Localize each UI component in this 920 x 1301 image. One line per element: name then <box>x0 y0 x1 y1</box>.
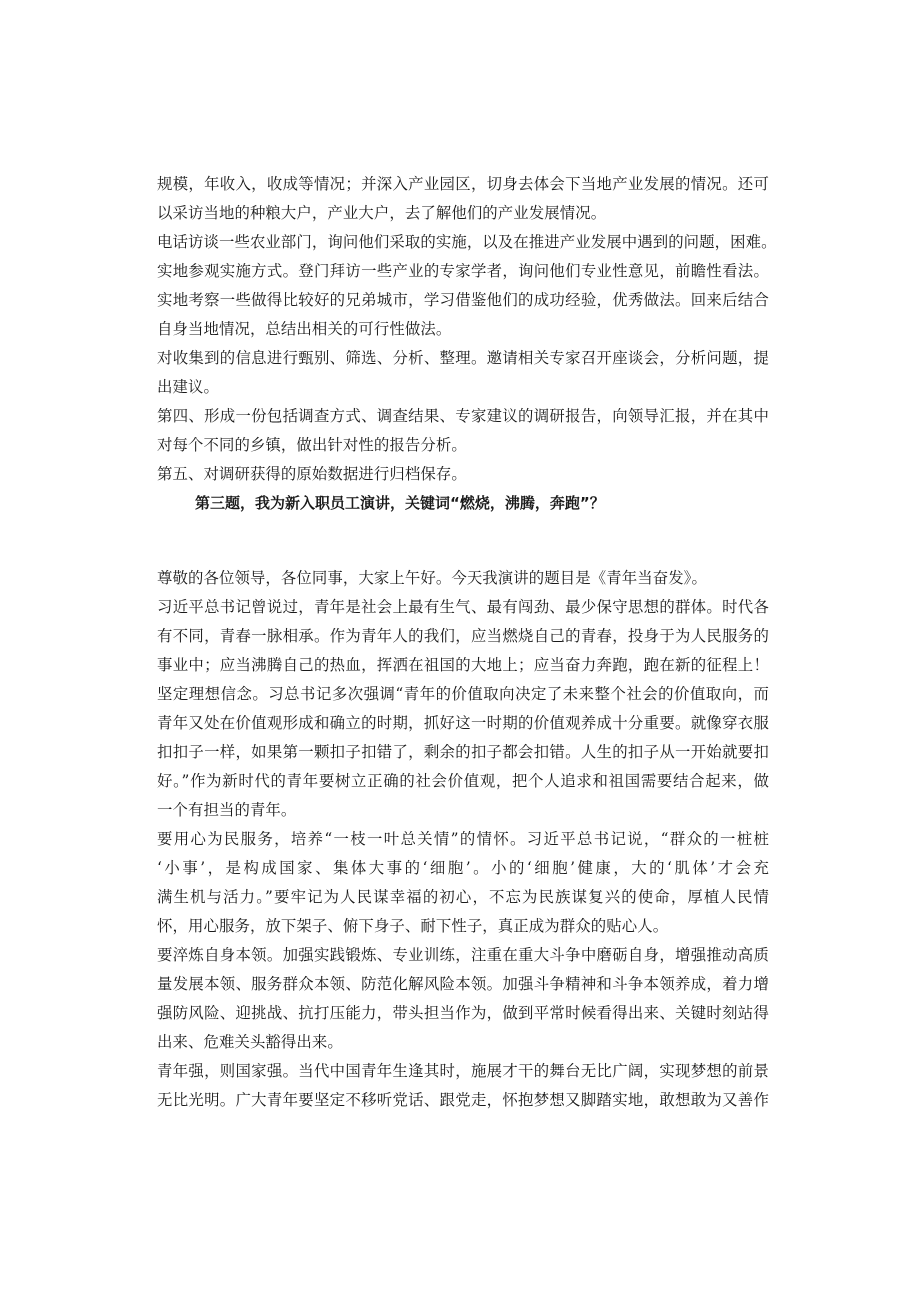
text-line: 实地考察一些做得比较好的兄弟城市，学习借鉴他们的成功经验，优秀做法。回来后结合 <box>157 291 769 309</box>
text-line: 无比光明。广大青年要坚定不移听党话、跟党走，怀抱梦想又脚踏实地，敢想敢为又善作 <box>157 1091 769 1109</box>
text-line: 怀，用心服务，放下架子、俯下身子、耐下性子，真正成为群众的贴心人。 <box>157 917 669 935</box>
document-page <box>157 170 777 1115</box>
text-line: 扣扣子一样，如果第一颗扣子扣错了，剩余的扣子都会扣错。人生的扣子从一开始就要扣 <box>157 743 769 761</box>
text-line: 对每个不同的乡镇，做出针对性的报告分析。 <box>157 436 467 454</box>
text-line: ‘小事’，是构成国家、集体大事的‘细胞’。小的‘细胞’健康，大的‘肌体’才会充 <box>157 859 769 877</box>
section-speech <box>157 564 769 1115</box>
text-line: 第四、形成一份包括调查方式、调查结果、专家建议的调研报告，向领导汇报，并在其中 <box>157 407 769 425</box>
text-line: 量发展本领、服务群众本领、防范化解风险本领。加强斗争精神和斗争本领养成，着力增 <box>157 975 769 993</box>
text-line: 第五、对调研获得的原始数据进行归档保存。 <box>157 465 467 483</box>
text-line: 满生机与活力。”要牢记为人民谋幸福的初心，不忘为民族谋复兴的使命，厚植人民情 <box>157 888 769 906</box>
text-line: 青年又处在价值观形成和确立的时期，抓好这一时期的价值观养成十分重要。就像穿衣服 <box>157 714 769 732</box>
text-line: 好。”作为新时代的青年要树立正确的社会价值观，把个人追求和祖国需要结合起来，做 <box>157 772 769 790</box>
section-research-methods <box>157 170 777 489</box>
text-line: 要淬炼自身本领。加强实践锻炼、专业训练，注重在重大斗争中磨砺自身，增强推动高质 <box>157 946 769 964</box>
text-line: 以采访当地的种粮大户，产业大户，去了解他们的产业发展情况。 <box>157 204 607 222</box>
question-heading: 第三题，我为新入职员工演讲，关键词“燃烧，沸腾，奔跑”？ <box>195 494 605 512</box>
text-line: 坚定理想信念。习总书记多次强调“青年的价值取向决定了未来整个社会的价值取向，而 <box>157 685 769 703</box>
text-line: 尊敬的各位领导，各位同事，大家上午好。今天我演讲的题目是《青年当奋发》。 <box>157 569 707 587</box>
text-line: 事业中；应当沸腾自己的热血，挥洒在祖国的大地上；应当奋力奔跑，跑在新的征程上！ <box>157 656 769 674</box>
text-line: 有不同，青春一脉相承。作为青年人的我们，应当燃烧自己的青春，投身于为人民服务的 <box>157 627 769 645</box>
text-line: 要用心为民服务，培养“一枝一叶总关情”的情怀。习近平总书记说，“群众的一桩桩 <box>157 830 769 848</box>
text-line: 出来、危难关头豁得出来。 <box>157 1033 343 1051</box>
text-line: 强防风险、迎挑战、抗打压能力，带头担当作为，做到平常时候看得出来、关键时刻站得 <box>157 1004 769 1022</box>
text-line: 青年强，则国家强。当代中国青年生逢其时，施展才干的舞台无比广阔，实现梦想的前景 <box>157 1062 769 1080</box>
text-line: 规模，年收入，收成等情况；并深入产业园区，切身去体会下当地产业发展的情况。还可 <box>157 175 769 193</box>
text-line: 自身当地情况，总结出相关的可行性做法。 <box>157 320 452 338</box>
text-line: 出建议。 <box>157 378 219 396</box>
text-line: 电话访谈一些农业部门，询问他们采取的实施，以及在推进产业发展中遇到的问题，困难。 <box>157 233 777 251</box>
text-line: 习近平总书记曾说过，青年是社会上最有生气、最有闯劲、最少保守思想的群体。时代各 <box>157 598 769 616</box>
text-line: 对收集到的信息进行甄别、筛选、分析、整理。邀请相关专家召开座谈会，分析问题，提 <box>157 349 769 367</box>
text-line: 实地参观实施方式。登门拜访一些产业的专家学者，询问他们专业性意见，前瞻性看法。 <box>157 262 769 280</box>
text-line: 一个有担当的青年。 <box>157 801 297 819</box>
